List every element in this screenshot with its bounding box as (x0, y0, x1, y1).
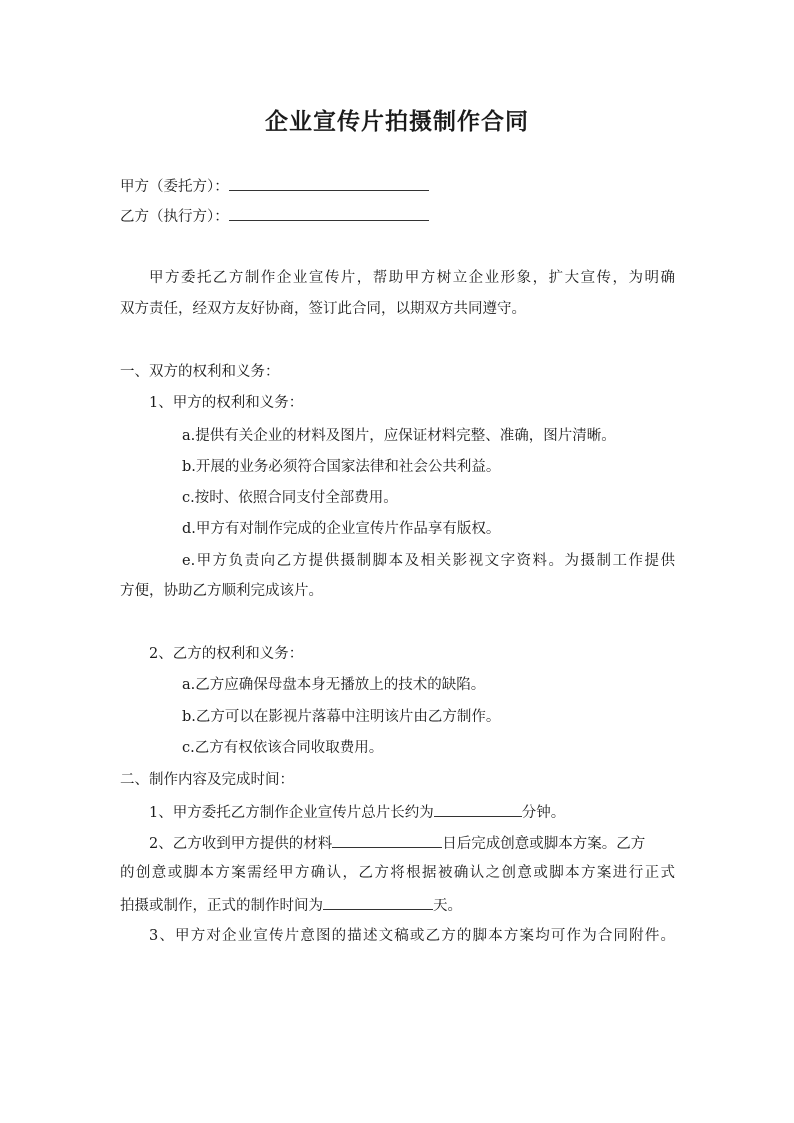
section2-heading: 二、制作内容及完成时间： (120, 772, 294, 788)
item2-text-before: 2、乙方收到甲方提供的材料 (149, 836, 333, 852)
preamble-line-1: 甲方委托乙方制作企业宣传片，帮助甲方树立企业形象，扩大宣传，为明确 (149, 270, 675, 286)
section1-sub1-heading: 1、甲方的权利和义务： (149, 395, 304, 411)
section2-item2-line3 (120, 894, 462, 916)
item2-text-after: 日后完成创意或脚本方案。乙方 (442, 836, 646, 852)
sub1-item-c: c.按时、依照合同支付全部费用。 (182, 490, 398, 506)
section2-item2-line1 (149, 832, 645, 854)
section2-item2-line2: 的创意或脚本方案需经甲方确认，乙方将根据被确认之创意或脚本方案进行正式 (120, 865, 675, 881)
sub1-item-b: b.开展的业务必须符合国家法律和社会公共利益。 (182, 459, 501, 475)
document-title: 企业宣传片拍摄制作合同 (265, 108, 529, 135)
sub2-item-a: a.乙方应确保母盘本身无播放上的技术的缺陷。 (182, 677, 486, 693)
party-b-label: 乙方（执行方）： (120, 209, 229, 225)
materials-days-blank[interactable] (332, 832, 442, 848)
preamble-line-2: 双方责任，经双方友好协商，签订此合同，以期双方共同遵守。 (120, 301, 526, 317)
sub1-item-e-cont: 方便，协助乙方顺利完成该片。 (120, 583, 323, 599)
party-a-blank[interactable] (229, 175, 429, 191)
section1-sub2-heading: 2、乙方的权利和义务： (149, 646, 304, 662)
sub2-item-b: b.乙方可以在影视片落幕中注明该片由乙方制作。 (182, 709, 501, 725)
item1-text-after: 分钟。 (521, 805, 566, 821)
section2-item1 (149, 801, 565, 823)
party-a-line (120, 175, 429, 197)
section2-item3: 3、甲方对企业宣传片意图的描述文稿或乙方的脚本方案均可作为合同附件。 (149, 928, 675, 944)
party-b-line (120, 205, 429, 227)
item2-line3-after: 天。 (433, 898, 462, 914)
section1-heading: 一、双方的权利和义务： (120, 364, 280, 380)
party-a-label: 甲方（委托方）： (120, 179, 229, 195)
sub2-item-c: c.乙方有权依该合同收取费用。 (182, 740, 384, 756)
duration-minutes-blank[interactable] (434, 801, 522, 817)
item2-line3-before: 拍摄或制作，正式的制作时间为 (120, 898, 323, 914)
sub1-item-e: e.甲方负责向乙方提供摄制脚本及相关影视文字资料。为摄制工作提供 (182, 553, 675, 569)
production-days-blank[interactable] (323, 894, 433, 910)
item1-text-before: 1、甲方委托乙方制作企业宣传片总片长约为 (149, 805, 434, 821)
sub1-item-a: a.提供有关企业的材料及图片，应保证材料完整、准确，图片清晰。 (182, 428, 616, 444)
party-b-blank[interactable] (229, 205, 429, 221)
sub1-item-d: d.甲方有对制作完成的企业宣传片作品享有版权。 (182, 521, 501, 537)
